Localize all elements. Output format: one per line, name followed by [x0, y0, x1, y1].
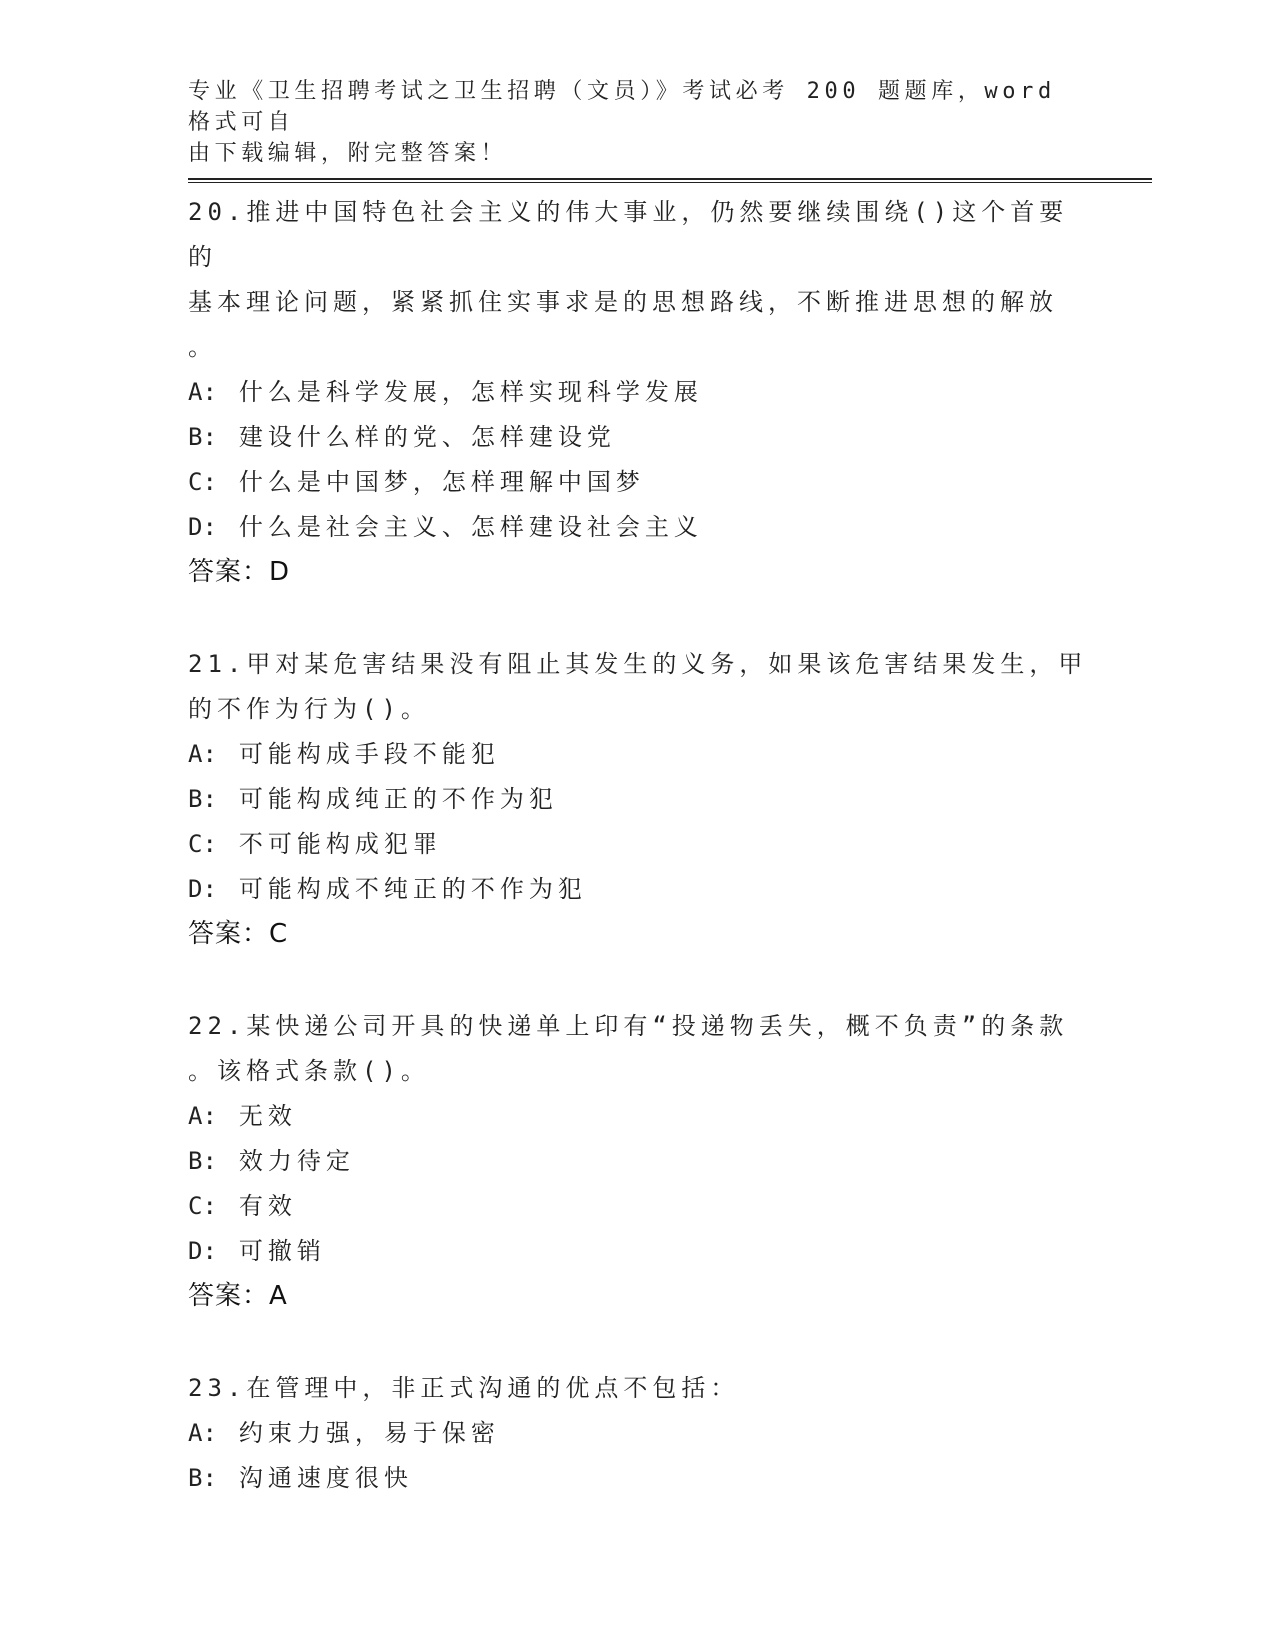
question-23 [188, 1366, 1088, 1501]
option-d: D: 可能构成不纯正的不作为犯 [188, 875, 587, 903]
question-20 [188, 190, 1088, 598]
option-b: B: 效力待定 [188, 1147, 355, 1175]
question-stem-line: 21.甲对某危害结果没有阻止其发生的义务，如果该危害结果发生，甲 [188, 650, 1088, 678]
question-21 [188, 642, 1088, 960]
document-header [188, 76, 1068, 169]
option-d: D: 什么是社会主义、怎样建设社会主义 [188, 513, 703, 541]
header-divider [188, 178, 1152, 183]
answer-line: 答案：C [188, 919, 289, 949]
option-a: A: 约束力强，易于保密 [188, 1419, 500, 1447]
question-stem-line: 基本理论问题，紧紧抓住实事求是的思想路线，不断推进思想的解放 [188, 288, 1058, 316]
option-a: A: 什么是科学发展，怎样实现科学发展 [188, 378, 703, 406]
option-b: B: 建设什么样的党、怎样建设党 [188, 423, 616, 451]
option-d: D: 可撤销 [188, 1237, 326, 1265]
option-b: B: 可能构成纯正的不作为犯 [188, 785, 558, 813]
question-stem-line: 22.某快递公司开具的快递单上印有“投递物丢失，概不负责”的条款 [188, 1012, 1069, 1040]
question-stem-line: 的不作为行为()。 [188, 695, 430, 723]
option-c: C: 有效 [188, 1192, 297, 1220]
question-22 [188, 1004, 1088, 1322]
question-list [188, 190, 1088, 1501]
answer-line: 答案：A [188, 1281, 288, 1311]
question-stem-line: 20.推进中国特色社会主义的伟大事业，仍然要继续围绕()这个首要的 [188, 198, 1069, 271]
question-stem-line: 23.在管理中，非正式沟通的优点不包括： [188, 1374, 740, 1402]
header-line-2: 由下载编辑，附完整答案！ [188, 141, 508, 166]
question-stem-line: 。该格式条款()。 [188, 1057, 430, 1085]
question-stem-line: 。 [188, 333, 217, 361]
option-b: B: 沟通速度很快 [188, 1464, 413, 1492]
answer-line: 答案：D [188, 557, 291, 587]
option-a: A: 无效 [188, 1102, 297, 1130]
header-line-1: 专业《卫生招聘考试之卫生招聘（文员）》考试必考 200 题题库，word 格式可自 [188, 79, 1056, 135]
option-a: A: 可能构成手段不能犯 [188, 740, 500, 768]
option-c: C: 什么是中国梦，怎样理解中国梦 [188, 468, 645, 496]
option-c: C: 不可能构成犯罪 [188, 830, 442, 858]
